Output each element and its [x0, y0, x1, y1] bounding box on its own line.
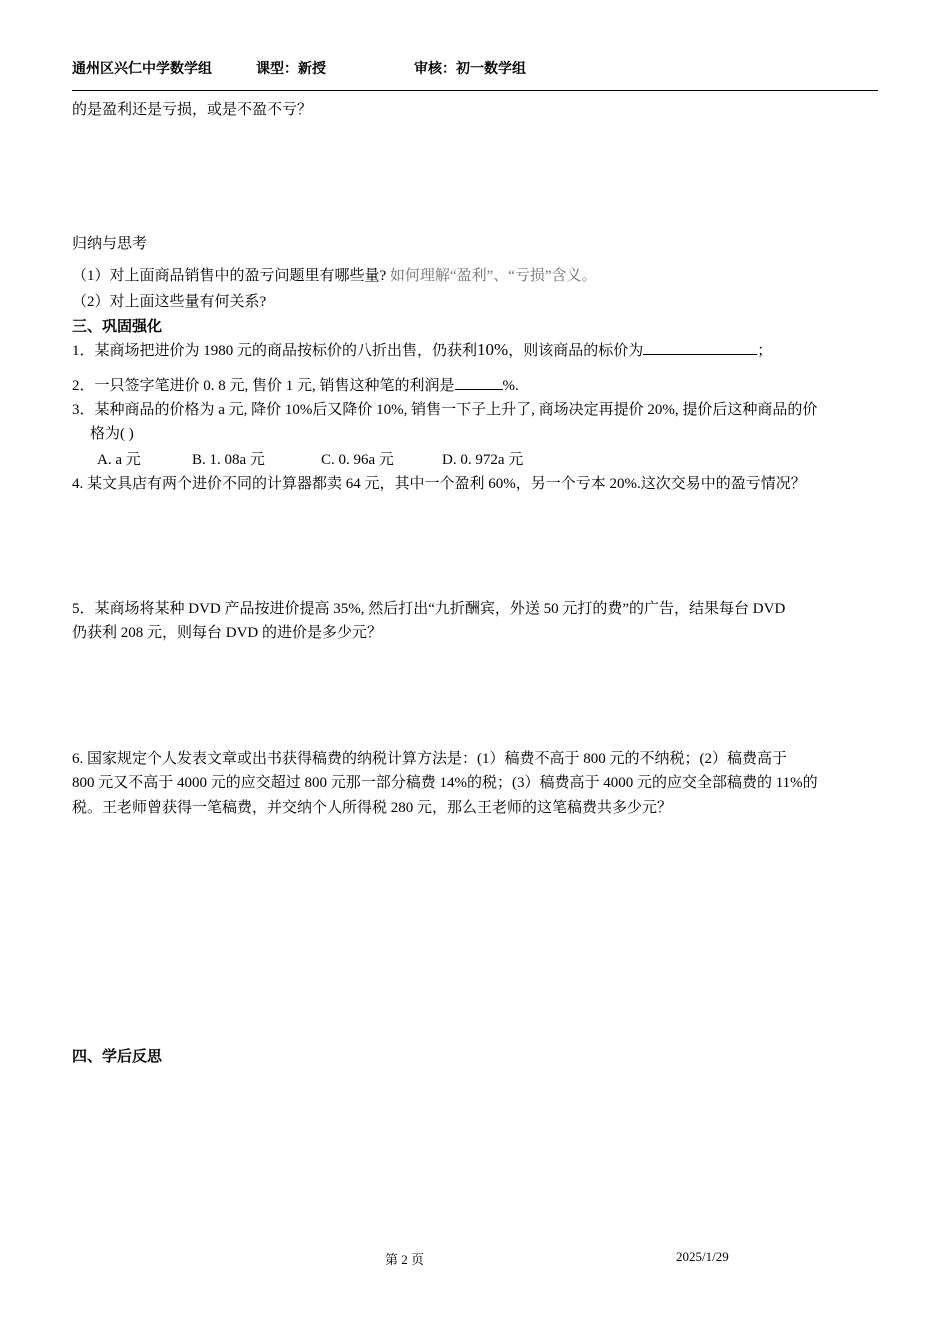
- exercise-3-line1: 3．某种商品的价格为 a 元, 降价 10%后又降价 10%, 销售一下子上升了, 商场决定再提价 20%, 提价后这种商品的价: [72, 402, 818, 418]
- exercise-3-option-a: A. a 元: [97, 452, 141, 468]
- continuation-text: 的是盈利还是亏损，或是不盈不亏？: [72, 102, 313, 118]
- exercise-2-text: 2．一只签字笔进价 0. 8 元, 售价 1 元, 销售这种笔的利润是: [72, 378, 455, 394]
- exercise-3-option-b: B. 1. 08a 元: [192, 452, 265, 468]
- exercise-2-end: %.: [502, 378, 519, 394]
- exercise-2: [72, 375, 519, 396]
- footer-page-number: 第 2 页: [385, 1252, 425, 1267]
- summary-question-1: [72, 266, 597, 286]
- exercise-1-end: ；: [757, 343, 773, 359]
- summary-q1-gray: 如何理解“盈利”、“亏损”含义。: [389, 268, 597, 284]
- exercise-6-line1: 6. 国家规定个人发表文章或出书获得稿费的纳税计算方法是：(1）稿费不高于 800 元的不纳税；(2）稿费高于: [72, 751, 787, 767]
- exercise-6-line2: 800 元又不高于 4000 元的应交超过 800 元那一部分稿费 14%的税；(3）稿费高于 4000 元的应交全部稿费的 11%的: [72, 775, 818, 791]
- header-rule: [72, 90, 878, 91]
- exercise-2-blank: [455, 375, 503, 390]
- exercise-1: [72, 340, 772, 361]
- section3-title: 三、巩固强化: [72, 318, 163, 335]
- header-review: 审核：初一数学组: [414, 60, 526, 76]
- exercise-3-option-c: C. 0. 96a 元: [321, 452, 394, 468]
- header-school: 通州区兴仁中学数学组: [72, 60, 212, 76]
- footer-date: 2025/1/29: [676, 1249, 729, 1264]
- exercise-5-line1: 5．某商场将某种 DVD 产品按进价提高 35%, 然后打出“九折酬宾，外送 50 元打的费”的广告，结果每台 DVD: [72, 601, 786, 617]
- exercise-1-text-b: ，则该商品的标价为: [508, 343, 644, 359]
- exercise-1-blank: [643, 340, 757, 355]
- exercise-3-line2: 格为( ): [90, 426, 134, 442]
- exercise-1-text-a: 1．某商场把进价为 1980 元的商品按标价的八折出售，仍获利: [72, 343, 478, 359]
- header-course-type: 课型：新授: [256, 60, 326, 76]
- summary-question-2: （2）对上面这些量有何关系?: [72, 294, 267, 310]
- exercise-4: 4. 某文具店有两个进价不同的计算器都卖 64 元，其中一个盈利 60%，另一个亏本 20%.这次交易中的盈亏情况？: [72, 476, 806, 492]
- section4-title: 四、学后反思: [72, 1048, 163, 1065]
- exercise-5-line2: 仍获利 208 元，则每台 DVD 的进价是多少元？: [72, 625, 382, 641]
- exercise-1-percent: 10%: [477, 340, 509, 359]
- summary-title: 归纳与思考: [72, 236, 148, 252]
- exercise-3-option-d: D. 0. 972a 元: [442, 452, 524, 468]
- exercise-6-line3: 税。王老师曾获得一笔稿费，并交纳个人所得税 280 元，那么王老师的这笔稿费共多少元？: [72, 800, 673, 816]
- summary-q1-main: （1）对上面商品销售中的盈亏问题里有哪些量?: [72, 268, 387, 284]
